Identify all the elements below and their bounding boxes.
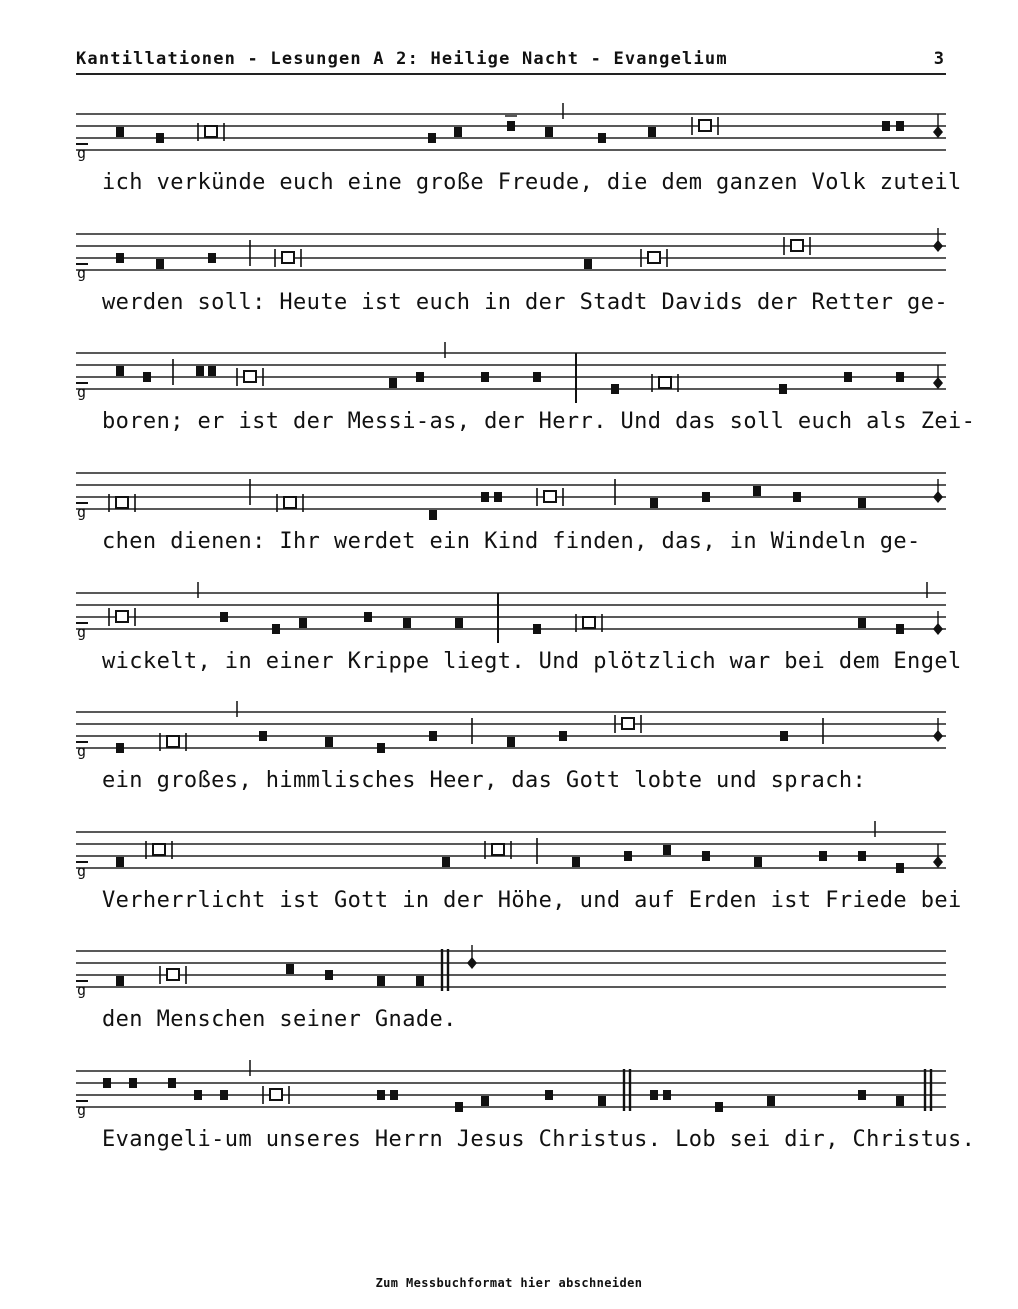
clef-sign: g [77, 1101, 87, 1119]
note [377, 743, 385, 753]
note [780, 731, 788, 741]
note [156, 259, 164, 269]
recitation-tone [492, 844, 504, 855]
note [220, 1090, 228, 1100]
note [896, 121, 904, 131]
note [116, 366, 124, 376]
staff-4 [0, 459, 1018, 519]
recitation-tone [659, 377, 671, 388]
note [896, 372, 904, 382]
clef-sign: g [77, 144, 87, 162]
note [455, 618, 463, 628]
header-title: Kantillationen - Lesungen A 2: Heilige Nacht - Evangelium [76, 49, 728, 69]
note [208, 253, 216, 263]
note [116, 127, 124, 137]
note [208, 366, 216, 376]
note [103, 1078, 111, 1088]
note [143, 372, 151, 382]
clef-sign: g [77, 623, 87, 641]
note [663, 845, 671, 855]
note [455, 1102, 463, 1112]
note [129, 1078, 137, 1088]
note [116, 976, 124, 986]
note [428, 133, 436, 143]
recitation-tone [205, 126, 217, 137]
note [481, 492, 489, 502]
note [611, 384, 619, 394]
staff-1 [0, 100, 1018, 160]
note [793, 492, 801, 502]
page-number: 3 [933, 49, 944, 69]
note [156, 133, 164, 143]
note [896, 863, 904, 873]
note [507, 737, 515, 747]
note [559, 731, 567, 741]
staff-8 [0, 937, 1018, 997]
note [779, 384, 787, 394]
note [194, 1090, 202, 1100]
clef-sign: g [77, 981, 87, 999]
lyric-line-3: boren; er ist der Messi-as, der Herr. Und das soll euch als Zei- [102, 409, 976, 434]
recitation-tone [622, 718, 634, 729]
note [196, 366, 204, 376]
note [545, 127, 553, 137]
note [429, 731, 437, 741]
chant-system-3 [0, 339, 1018, 459]
note [403, 618, 411, 628]
note [286, 964, 294, 974]
chant-system-7 [0, 818, 1018, 938]
note [896, 1096, 904, 1106]
note [442, 857, 450, 867]
recitation-tone [116, 497, 128, 508]
note [533, 372, 541, 382]
note [648, 127, 656, 137]
note [753, 486, 761, 496]
lyric-line-7: Verherrlicht ist Gott in der Höhe, und auf Erden ist Friede bei [102, 888, 962, 913]
staff-6 [0, 698, 1018, 758]
note [481, 1096, 489, 1106]
note [598, 1096, 606, 1106]
note [377, 1090, 385, 1100]
note [702, 492, 710, 502]
note [364, 612, 372, 622]
note [220, 612, 228, 622]
note [819, 851, 827, 861]
recitation-tone [284, 497, 296, 508]
note [454, 127, 462, 137]
recitation-tone [153, 844, 165, 855]
note [598, 133, 606, 143]
note [325, 737, 333, 747]
note [389, 378, 397, 388]
recitation-tone [282, 252, 294, 263]
note [533, 624, 541, 634]
chant-system-8 [0, 937, 1018, 1057]
chant-system-6 [0, 698, 1018, 818]
note [882, 121, 890, 131]
note [858, 1090, 866, 1100]
lyric-line-9: Evangeli-um unseres Herrn Jesus Christus. Lob sei dir, Christus. [102, 1127, 976, 1152]
staff-5 [0, 579, 1018, 639]
note [416, 372, 424, 382]
note [754, 857, 762, 867]
note [429, 510, 437, 520]
note [858, 498, 866, 508]
note [325, 970, 333, 980]
note [715, 1102, 723, 1112]
chant-system-1 [0, 100, 1018, 220]
chant-system-4 [0, 459, 1018, 579]
note [844, 372, 852, 382]
recitation-tone [270, 1089, 282, 1100]
recitation-tone [167, 969, 179, 980]
staff-2 [0, 220, 1018, 280]
recitation-tone [244, 371, 256, 382]
note [259, 731, 267, 741]
page-header [76, 47, 946, 75]
clef-sign: g [77, 503, 87, 521]
recitation-tone [544, 491, 556, 502]
cut-line-note: Zum Messbuchformat hier abschneiden [375, 1276, 643, 1290]
recitation-tone [116, 611, 128, 622]
lyric-line-2: werden soll: Heute ist euch in der Stadt Davids der Retter ge- [102, 290, 948, 315]
clef-sign: g [77, 264, 87, 282]
clef-sign: g [77, 742, 87, 760]
note [116, 857, 124, 867]
staff-7 [0, 818, 1018, 878]
note [416, 976, 424, 986]
note [858, 618, 866, 628]
lyric-line-6: ein großes, himmlisches Heer, das Gott lobte und sprach: [102, 768, 867, 793]
recitation-tone [167, 736, 179, 747]
lyric-line-8: den Menschen seiner Gnade. [102, 1007, 457, 1032]
recitation-tone [699, 120, 711, 131]
note [572, 857, 580, 867]
note [494, 492, 502, 502]
note [702, 851, 710, 861]
note [390, 1090, 398, 1100]
clef-sign: g [77, 383, 87, 401]
note [858, 851, 866, 861]
staff-9 [0, 1057, 1018, 1117]
recitation-tone [791, 240, 803, 251]
note [507, 121, 515, 131]
clef-sign: g [77, 862, 87, 880]
note [896, 624, 904, 634]
note [650, 1090, 658, 1100]
note [299, 618, 307, 628]
lyric-line-5: wickelt, in einer Krippe liegt. Und plötzlich war bei dem Engel [102, 649, 962, 674]
note [663, 1090, 671, 1100]
note [767, 1096, 775, 1106]
note [650, 498, 658, 508]
lyric-line-1: ich verkünde euch eine große Freude, die dem ganzen Volk zuteil [102, 170, 962, 195]
note [545, 1090, 553, 1100]
note [377, 976, 385, 986]
recitation-tone [648, 252, 660, 263]
chant-system-9 [0, 1057, 1018, 1177]
lyric-line-4: chen dienen: Ihr werdet ein Kind finden, das, in Windeln ge- [102, 529, 921, 554]
note [116, 253, 124, 263]
note [584, 259, 592, 269]
note [481, 372, 489, 382]
note [116, 743, 124, 753]
staff-3 [0, 339, 1018, 399]
recitation-tone [583, 617, 595, 628]
chant-system-2 [0, 220, 1018, 340]
chant-system-5 [0, 579, 1018, 699]
note [272, 624, 280, 634]
note [168, 1078, 176, 1088]
note [624, 851, 632, 861]
